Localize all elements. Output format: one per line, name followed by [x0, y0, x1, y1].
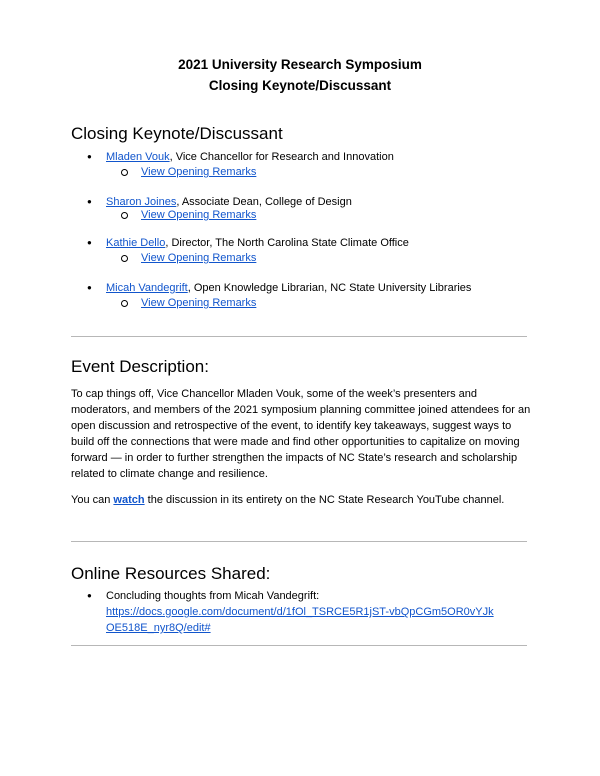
circle-bullet-icon	[121, 212, 128, 219]
bullet-icon: ●	[87, 591, 92, 600]
bullet-icon: ●	[87, 197, 92, 206]
speaker-text	[106, 236, 409, 250]
document-title: 2021 University Research Symposium	[178, 57, 422, 72]
circle-bullet-icon	[121, 255, 128, 262]
resource-url-link[interactable]: https://docs.google.com/document/d/1fOl_TSRCE5R1jST-vbQpCGm5OR0vYJk	[106, 606, 494, 618]
speaker-text	[106, 150, 394, 164]
bullet-icon: ●	[87, 152, 92, 161]
speaker-role: , Vice Chancellor for Research and Innovation	[169, 151, 394, 163]
online-resources-heading: Online Resources Shared:	[71, 564, 271, 583]
speaker-role: , Open Knowledge Librarian, NC State University Libraries	[187, 282, 472, 294]
section-divider	[71, 645, 527, 646]
watch-paragraph	[71, 492, 533, 508]
document-subtitle: Closing Keynote/Discussant	[208, 78, 392, 93]
speaker-role: , Associate Dean, College of Design	[176, 196, 352, 208]
view-remarks-link[interactable]: View Opening Remarks	[141, 209, 257, 221]
watch-prefix: You can	[71, 494, 114, 506]
keynote-heading: Closing Keynote/Discussant	[71, 124, 283, 143]
view-remarks-link[interactable]: View Opening Remarks	[141, 297, 257, 309]
view-remarks-link[interactable]: View Opening Remarks	[141, 252, 257, 264]
bullet-icon: ●	[87, 238, 92, 247]
event-description-heading: Event Description:	[71, 357, 209, 376]
speaker-text	[106, 281, 471, 295]
bullet-icon: ●	[87, 283, 92, 292]
watch-suffix: the discussion in its entirety on the NC State Research YouTube channel.	[144, 494, 505, 506]
circle-bullet-icon	[121, 169, 128, 176]
circle-bullet-icon	[121, 300, 128, 307]
resource-label: Concluding thoughts from Micah Vandegrift:	[106, 590, 320, 602]
speaker-role: , Director, The North Carolina State Climate Office	[165, 237, 409, 249]
section-divider	[71, 541, 527, 542]
section-divider	[71, 336, 527, 337]
title-block	[0, 54, 600, 96]
view-remarks-link[interactable]: View Opening Remarks	[141, 166, 257, 178]
speaker-name-link[interactable]: Mladen Vouk	[106, 151, 170, 163]
speaker-name-link[interactable]: Sharon Joines	[106, 196, 177, 208]
resource-url-link-continued[interactable]: OE518E_nyr8Q/edit#	[106, 622, 211, 634]
event-description-text: To cap things off, Vice Chancellor Mladen Vouk, some of the week’s presenters and moderators, and members of the 2021 symposium planning committee joined attendees for an open discussion and retrospective of the event, to identify key takeaways, suggest ways to build off the connections that were made and find other opportunities to capitalize on moving forward — in order to further strengthen the impacts of NC State’s research and scholarship related to climate change and resilience.	[71, 388, 531, 480]
speaker-name-link[interactable]: Kathie Dello	[106, 237, 166, 249]
speaker-text	[106, 195, 352, 209]
resource-body	[106, 588, 536, 636]
watch-link[interactable]: watch	[113, 494, 145, 506]
speaker-name-link[interactable]: Micah Vandegrift	[106, 282, 188, 294]
